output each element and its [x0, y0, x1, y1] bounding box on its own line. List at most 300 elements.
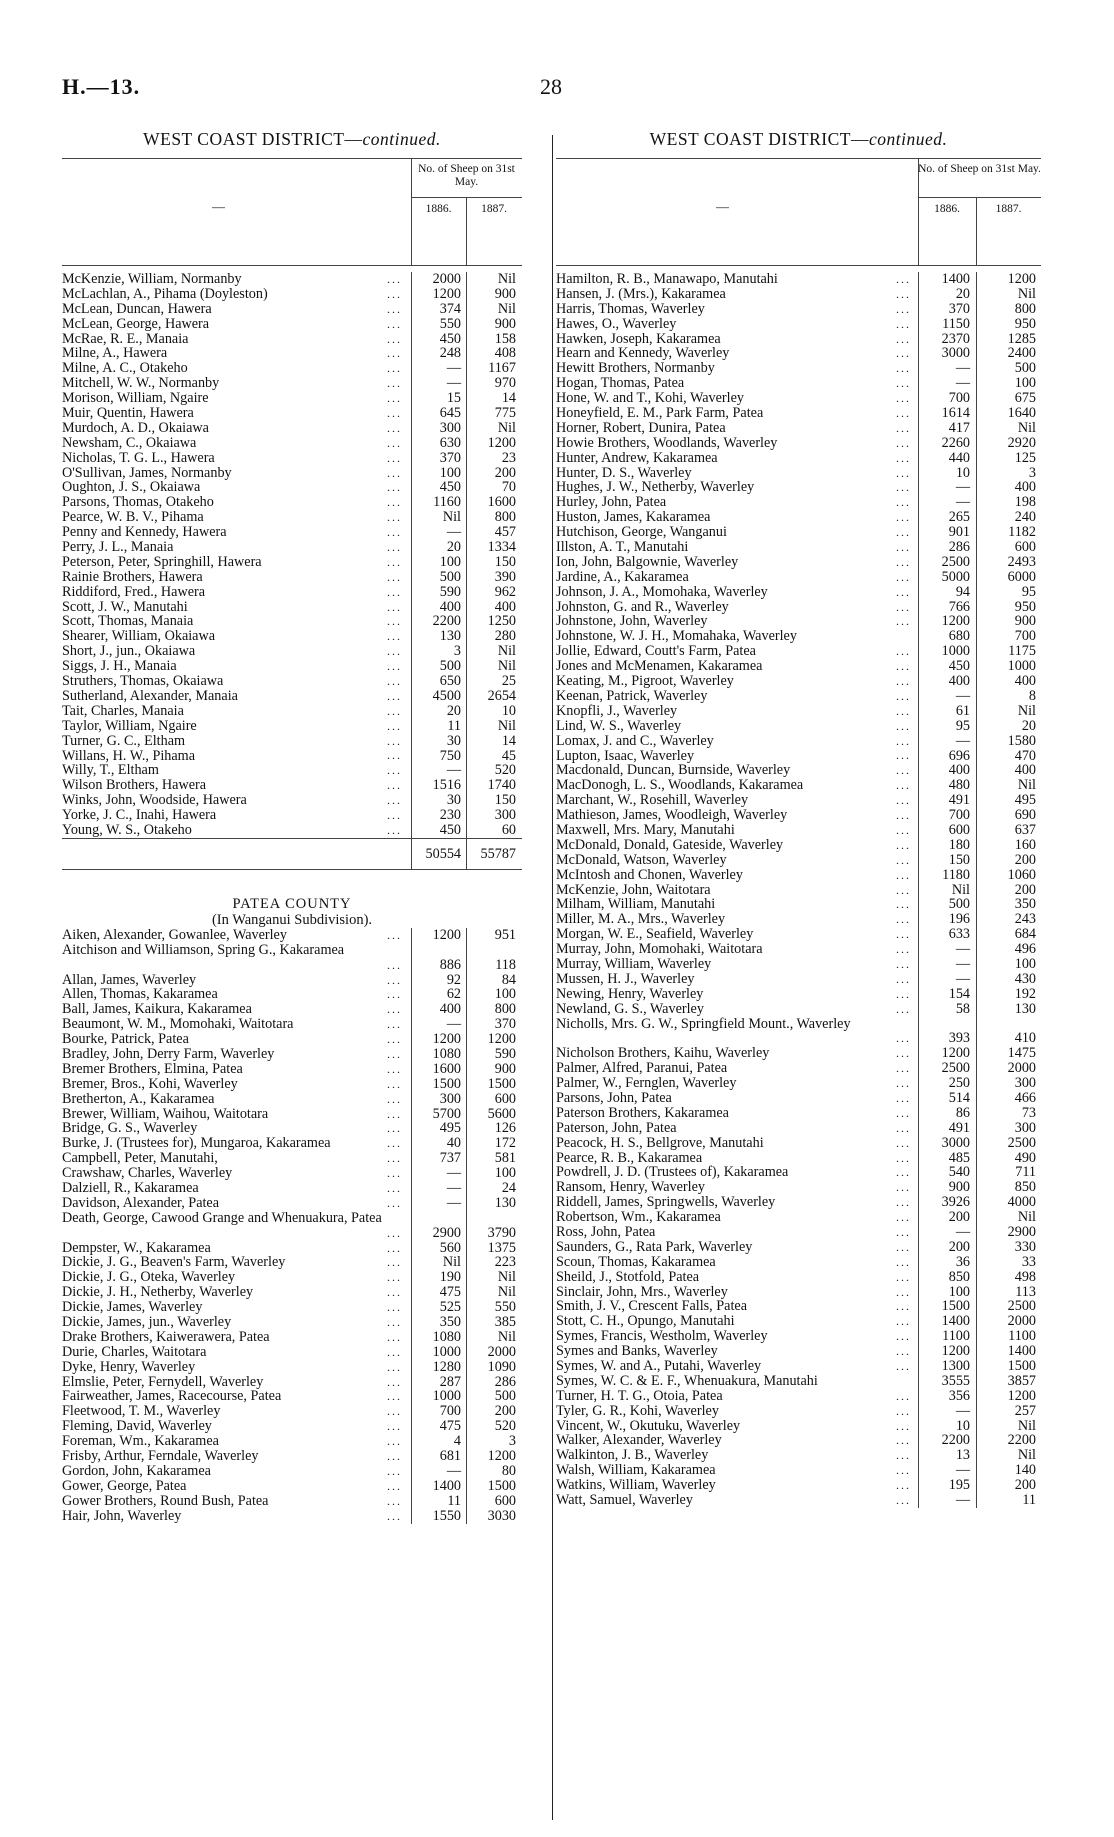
- owner-name: Morgan, W. E., Seafield, Waverley: [556, 927, 754, 943]
- sheep-1887-cell: Nil: [1017, 1417, 1036, 1434]
- leader-dots: ...: [387, 1434, 402, 1449]
- leader-dots: ...: [387, 540, 402, 555]
- owner-name: Allen, Thomas, Kakaramea: [62, 987, 218, 1003]
- sheep-1886-cell: Nil: [442, 1254, 461, 1271]
- owner-name: Jollie, Edward, Coutt's Farm, Patea: [556, 644, 756, 660]
- sheep-1886-cell: 491: [948, 792, 970, 809]
- sheep-1887-cell: 951: [494, 926, 516, 943]
- leader-dots: ...: [896, 346, 911, 361]
- table-row: [556, 1210, 1041, 1225]
- sheep-1886-cell: 248: [439, 345, 461, 362]
- year-1887-header: 1887.: [481, 203, 507, 215]
- table-row: [62, 689, 522, 704]
- owner-name: Aitchison and Williamson, Spring G., Kakaramea: [62, 942, 345, 958]
- sheep-1886-cell: 450: [439, 479, 461, 496]
- sheep-1886-cell: 11: [447, 717, 461, 734]
- sheep-1886-cell: 440: [948, 449, 970, 466]
- sheep-1886-cell: 1180: [942, 866, 970, 883]
- sheep-1887-cell: 2493: [1007, 553, 1036, 570]
- table-row: [62, 1151, 522, 1166]
- owner-name: Hair, John, Waverley: [62, 1508, 182, 1524]
- owner-name: Sheild, J., Stotfold, Patea: [556, 1269, 700, 1285]
- leader-dots: ...: [387, 495, 402, 510]
- column-rule: [466, 272, 467, 838]
- sheep-1886-cell: 2500: [941, 553, 970, 570]
- sheep-1886-cell: 514: [948, 1090, 970, 1106]
- sheep-1887-cell: 100: [1014, 375, 1036, 392]
- sheep-1886-cell: 400: [948, 762, 970, 779]
- leader-dots: ...: [896, 286, 911, 301]
- sheep-1886-cell: 901: [948, 524, 970, 541]
- owner-name: Winks, John, Woodside, Hawera: [62, 793, 247, 809]
- owner-name: Dickie, James, Waverley: [62, 1300, 203, 1316]
- sheep-1886-cell: —: [955, 955, 970, 972]
- table-row: [556, 689, 1041, 704]
- sheep-1886-cell: 230: [439, 807, 461, 824]
- owner-name: Scott, Thomas, Manaia: [62, 614, 194, 630]
- owner-name: Lind, W. S., Waverley: [556, 718, 682, 734]
- sheep-1887-cell: 192: [1014, 985, 1036, 1002]
- table-row: [556, 1448, 1041, 1463]
- leader-dots: ...: [387, 1091, 402, 1106]
- leader-dots: ...: [387, 1166, 402, 1181]
- sheep-1887-cell: 775: [494, 405, 516, 422]
- table-row: [62, 987, 522, 1002]
- sheep-1887-cell: 25: [501, 673, 516, 690]
- sheep-1887-cell: 1200: [487, 1031, 516, 1048]
- leader-dots: ...: [387, 1359, 402, 1374]
- leader-dots: ...: [896, 1254, 911, 1269]
- sheep-1886-cell: 92: [446, 971, 461, 988]
- owner-name: Young, W. S., Otakeho: [62, 822, 192, 838]
- sheep-1887-cell: 850: [1014, 1179, 1036, 1196]
- sheep-1887-cell: Nil: [1017, 777, 1036, 794]
- sheep-count-header: No. of Sheep on 31st May.: [918, 163, 1041, 175]
- sheep-1887-cell: 5600: [487, 1105, 516, 1122]
- sheep-1886-cell: 700: [948, 807, 970, 824]
- sheep-1887-cell: 198: [1014, 494, 1036, 511]
- sheep-1886-cell: 590: [439, 583, 461, 600]
- table-row: [62, 1434, 522, 1449]
- table-header: [556, 158, 1041, 266]
- table-body: [556, 272, 1041, 1508]
- sheep-1887-cell: 900: [494, 315, 516, 332]
- sheep-1887-cell: 400: [1014, 762, 1036, 779]
- sheep-1886-cell: 36: [955, 1253, 970, 1270]
- leader-dots: ...: [896, 406, 911, 420]
- table-row: [556, 734, 1041, 749]
- leader-dots: ...: [387, 376, 402, 391]
- leader-dots: ...: [896, 614, 911, 629]
- table-row: [556, 1180, 1041, 1195]
- owner-name: Knopfli, J., Waverley: [556, 703, 678, 719]
- owner-name: Harris, Thomas, Waverley: [556, 301, 705, 317]
- sheep-1887-cell: 1182: [1008, 524, 1036, 541]
- table-row: [556, 972, 1041, 987]
- sheep-1886-cell: 550: [439, 315, 461, 332]
- sheep-1887-cell: 711: [1015, 1164, 1036, 1181]
- table-row: [62, 1300, 522, 1315]
- leader-dots: ...: [387, 1046, 402, 1061]
- owner-name: Horner, Robert, Dunira, Patea: [556, 420, 726, 436]
- sheep-1887-cell: 45: [501, 747, 516, 764]
- table-row: [556, 1478, 1041, 1493]
- leader-dots: ...: [387, 406, 402, 420]
- owner-name: Gower, George, Patea: [62, 1478, 187, 1494]
- leader-dots: ...: [387, 1195, 402, 1210]
- owner-name: Drake Brothers, Kaiwerawera, Patea: [62, 1329, 270, 1345]
- sheep-1887-cell: Nil: [1017, 285, 1036, 302]
- owner-name: Shearer, William, Okaiawa: [62, 629, 216, 645]
- sheep-1886-cell: 196: [948, 911, 970, 928]
- table-row: [62, 763, 522, 778]
- leader-dots: ...: [896, 1388, 911, 1403]
- leader-dots: ...: [387, 1106, 402, 1121]
- table-row: [62, 510, 522, 525]
- table-row: [62, 1464, 522, 1479]
- sheep-1886-cell: 1400: [941, 271, 970, 287]
- sheep-1886-cell: —: [955, 360, 970, 377]
- sheep-1886-cell: —: [446, 375, 461, 392]
- table-row: [62, 1285, 522, 1300]
- sheep-1886-cell: 130: [439, 628, 461, 645]
- table-row: [556, 674, 1041, 689]
- leader-dots: ...: [387, 1344, 402, 1359]
- sheep-1886-cell: 370: [439, 449, 461, 466]
- table-row: [556, 1299, 1041, 1314]
- sheep-1886-cell: 200: [948, 1238, 970, 1255]
- sheep-1887-cell: 172: [494, 1135, 516, 1152]
- owner-name: Murray, William, Waverley: [556, 956, 712, 972]
- owner-name: Marchant, W., Rosehill, Waverley: [556, 793, 749, 809]
- owner-name: Davidson, Alexander, Patea: [62, 1195, 220, 1211]
- owner-name: Durie, Charles, Waitotara: [62, 1344, 207, 1360]
- county-title: PATEA COUNTY: [232, 895, 352, 912]
- table-row: [556, 1270, 1041, 1285]
- owner-name: Scott, J. W., Manutahi: [62, 599, 188, 615]
- sheep-1887-cell: 457: [494, 524, 516, 541]
- owner-name: Palmer, Alfred, Paranui, Patea: [556, 1061, 728, 1077]
- owner-name: Nicholson Brothers, Kaihu, Waverley: [556, 1046, 770, 1062]
- table-row: [556, 510, 1041, 525]
- table-row: [62, 1196, 522, 1211]
- county-heading: [62, 896, 522, 928]
- table-row: [556, 1046, 1041, 1061]
- leader-dots: ...: [896, 1105, 911, 1120]
- sheep-1886-cell: 650: [439, 673, 461, 690]
- leader-dots: ...: [387, 1419, 402, 1434]
- sheep-1887-cell: 600: [494, 1492, 516, 1509]
- leader-dots: ...: [896, 942, 911, 957]
- table-row: [62, 1389, 522, 1404]
- table-row: [62, 778, 522, 793]
- leader-dots: ...: [387, 793, 402, 808]
- owner-name: Wilson Brothers, Hawera: [62, 778, 207, 794]
- owner-name: Walsh, William, Kakaramea: [556, 1463, 716, 1479]
- sheep-1886-cell: 30: [446, 732, 461, 749]
- owner-name: Watt, Samuel, Waverley: [556, 1493, 693, 1508]
- sheep-1887-cell: 408: [494, 345, 516, 362]
- sheep-1887-cell: Nil: [497, 1328, 516, 1345]
- table-row: [556, 406, 1041, 421]
- table-row: [62, 346, 522, 361]
- table-row: [556, 897, 1041, 912]
- sheep-1886-cell: 20: [955, 285, 970, 302]
- sheep-1887-cell: 675: [1014, 390, 1036, 407]
- table-row: [556, 391, 1041, 406]
- sheep-1886-cell: 1200: [432, 1031, 461, 1048]
- sheep-1887-cell: 150: [494, 792, 516, 809]
- sheep-1886-cell: 1300: [941, 1358, 970, 1375]
- leader-dots: ...: [387, 301, 402, 316]
- owner-name: Newsham, C., Okaiawa: [62, 435, 197, 451]
- sheep-1886-cell: 850: [948, 1268, 970, 1285]
- leader-dots: ...: [387, 465, 402, 480]
- owner-name: Short, J., jun., Okaiawa: [62, 644, 196, 660]
- sheep-1887-cell: 520: [494, 1418, 516, 1435]
- total-row: [62, 838, 522, 870]
- sheep-1886-cell: 400: [439, 1001, 461, 1018]
- table-row: [62, 332, 522, 347]
- sheep-1887-cell: 1060: [1007, 866, 1036, 883]
- leader-dots: ...: [896, 1165, 911, 1180]
- leader-dots: ...: [896, 1210, 911, 1225]
- sheep-1887-cell: 430: [1014, 970, 1036, 987]
- sheep-1886-cell: 491: [948, 1119, 970, 1136]
- sheep-1886-cell: 374: [439, 300, 461, 317]
- owner-name: Paterson, John, Patea: [556, 1120, 677, 1136]
- sheep-1886-cell: 1550: [432, 1507, 461, 1524]
- owner-name: Saunders, G., Rata Park, Waverley: [556, 1239, 753, 1255]
- sheep-1886-cell: 680: [948, 628, 970, 645]
- sheep-count-header: No. of Sheep on 31st May.: [418, 163, 515, 188]
- sheep-1886-cell: 2900: [432, 1224, 461, 1241]
- owner-name: Jardine, A., Kakaramea: [556, 569, 689, 585]
- owner-name: Dickie, J. G., Beaven's Farm, Waverley: [62, 1255, 286, 1271]
- leader-dots: ...: [387, 972, 402, 987]
- owner-name: Willans, H. W., Pihama: [62, 748, 196, 764]
- leader-dots: ...: [387, 1389, 402, 1404]
- sheep-1886-cell: 393: [948, 1030, 970, 1047]
- owner-name: Symes, W. C. & E. F., Whenuakura, Manutahi: [556, 1373, 818, 1389]
- owner-name: Dickie, J. G., Oteka, Waverley: [62, 1270, 236, 1286]
- table-row: [62, 570, 522, 585]
- table-row: [62, 391, 522, 406]
- sheep-1887-cell: 8: [1028, 687, 1036, 704]
- sheep-1886-cell: 1200: [432, 285, 461, 302]
- sheep-1887-cell: 100: [494, 1165, 516, 1182]
- table-row: [62, 451, 522, 466]
- leader-dots: ...: [896, 301, 911, 316]
- table-row: [62, 629, 522, 644]
- owner-name: Dyke, Henry, Waverley: [62, 1359, 196, 1375]
- sheep-1886-cell: 356: [948, 1387, 970, 1404]
- owner-name: Ransom, Henry, Waverley: [556, 1180, 705, 1196]
- sheep-1886-cell: 287: [439, 1373, 461, 1390]
- sheep-1887-cell: 300: [1014, 1075, 1036, 1092]
- sheep-1886-cell: 737: [439, 1150, 461, 1167]
- owner-name: Bremer, Bros., Kohi, Waverley: [62, 1076, 238, 1092]
- leader-dots: ...: [896, 644, 911, 659]
- leader-dots: ...: [896, 837, 911, 852]
- table-row: [62, 600, 522, 615]
- sheep-1887-cell: 962: [494, 583, 516, 600]
- leader-dots: ...: [387, 569, 402, 584]
- table-row: [62, 928, 522, 943]
- owner-name: Nicholls, Mrs. G. W., Springfield Mount., Waverley: [556, 1016, 851, 1032]
- sheep-1886-cell: 150: [948, 851, 970, 868]
- owner-name: Lupton, Isaac, Waverley: [556, 748, 695, 764]
- owner-name: Beaumont, W. M., Momohaki, Waitotara: [62, 1017, 294, 1033]
- sheep-1886-cell: 700: [948, 390, 970, 407]
- sheep-1887-cell: 900: [494, 285, 516, 302]
- table-row: [556, 793, 1041, 808]
- table-row: [62, 1241, 522, 1256]
- sheep-1886-cell: 400: [948, 673, 970, 690]
- sheep-1887-cell: 550: [494, 1299, 516, 1316]
- sheep-1886-cell: 94: [955, 583, 970, 600]
- sheep-1886-cell: 475: [439, 1284, 461, 1301]
- leader-dots: ...: [896, 778, 911, 793]
- sheep-1887-cell: Nil: [497, 419, 516, 436]
- sheep-1887-cell: 33: [1021, 1253, 1036, 1270]
- owner-name: Struthers, Thomas, Okaiawa: [62, 674, 224, 689]
- leader-dots: ...: [896, 927, 911, 942]
- sheep-1886-cell: —: [955, 1492, 970, 1509]
- sheep-1887-cell: 200: [494, 464, 516, 481]
- sheep-1886-cell: —: [955, 494, 970, 511]
- owner-name: Rainie Brothers, Hawera: [62, 569, 203, 585]
- sheep-1886-cell: 645: [439, 405, 461, 422]
- sheep-1886-cell: 190: [439, 1269, 461, 1286]
- sheep-1886-cell: Nil: [442, 509, 461, 526]
- owner-name: Mussen, H. J., Waverley: [556, 971, 695, 987]
- leader-dots: ...: [896, 897, 911, 912]
- owner-name: Turner, G. C., Eltham: [62, 733, 186, 749]
- sheep-1886-cell: 100: [948, 1283, 970, 1300]
- sheep-1887-cell: 200: [1014, 1477, 1036, 1494]
- sheep-1887-cell: 466: [1014, 1090, 1036, 1106]
- owner-name: Hamilton, R. B., Manawapo, Manutahi: [556, 272, 778, 287]
- table-row: [556, 1285, 1041, 1300]
- owner-name: Ross, John, Patea: [556, 1225, 656, 1240]
- sheep-1887-cell: 1200: [487, 434, 516, 451]
- leader-dots: ...: [387, 1180, 402, 1195]
- table-row: [62, 1479, 522, 1494]
- leader-dots: ...: [896, 1344, 911, 1359]
- table-row: [62, 555, 522, 570]
- sheep-1887-cell: 113: [1015, 1283, 1036, 1300]
- leader-dots: ...: [896, 540, 911, 555]
- leader-dots: ...: [896, 718, 911, 733]
- sheep-1887-cell: 130: [1014, 1000, 1036, 1017]
- owner-name: Perry, J. L., Manaia: [62, 540, 174, 555]
- table-row: [556, 629, 1041, 644]
- sheep-1886-cell: 1500: [432, 1075, 461, 1092]
- owner-name: Palmer, W., Fernglen, Waverley: [556, 1076, 737, 1092]
- sheep-1886-cell: 750: [439, 747, 461, 764]
- sheep-1887-cell: 126: [494, 1120, 516, 1137]
- owner-name: Peacock, H. S., Bellgrove, Manutahi: [556, 1135, 764, 1151]
- table-row: [62, 585, 522, 600]
- leader-dots: ...: [896, 465, 911, 480]
- sheep-1886-cell: 10: [955, 464, 970, 481]
- sheep-1886-cell: 62: [446, 986, 461, 1003]
- left-column: [62, 128, 522, 1524]
- leader-dots: ...: [896, 763, 911, 778]
- leader-dots: ...: [896, 1478, 911, 1493]
- sheep-1887-cell: 158: [494, 330, 516, 347]
- owner-name: Hawken, Joseph, Kakaramea: [556, 331, 721, 347]
- owner-name: McLean, Duncan, Hawera: [62, 301, 212, 317]
- sheep-1886-cell: 265: [948, 509, 970, 526]
- table-row: [556, 1433, 1041, 1448]
- sheep-1886-cell: 1200: [941, 1343, 970, 1360]
- sheep-1887-cell: 800: [494, 1001, 516, 1018]
- owner-name: Howie Brothers, Woodlands, Waverley: [556, 435, 778, 451]
- table-row: [62, 1092, 522, 1107]
- leader-dots: ...: [896, 808, 911, 823]
- owner-name: Hogan, Thomas, Patea: [556, 376, 685, 392]
- table-row: [62, 793, 522, 808]
- leader-dots: ...: [896, 1359, 911, 1374]
- sheep-1887-cell: 1000: [1007, 658, 1036, 675]
- sheep-1887-cell: 2200: [1007, 1432, 1036, 1449]
- sheep-1886-cell: 1000: [432, 1343, 461, 1360]
- table-row: [62, 1166, 522, 1181]
- leader-dots: ...: [896, 659, 911, 674]
- leader-dots: ...: [387, 1061, 402, 1076]
- sheep-1886-cell: 417: [948, 419, 970, 436]
- owner-name: Yorke, J. C., Inahi, Hawera: [62, 808, 217, 823]
- table-row: [556, 436, 1041, 451]
- owner-name: Ion, John, Balgownie, Waverley: [556, 554, 739, 570]
- owner-name: Smith, J. V., Crescent Falls, Patea: [556, 1299, 748, 1315]
- owner-name: Riddell, James, Springwells, Waverley: [556, 1195, 776, 1211]
- table-row: [556, 376, 1041, 391]
- owner-name: Foreman, Wm., Kakaramea: [62, 1434, 219, 1450]
- owner-name: Johnson, J. A., Momohaka, Waverley: [556, 584, 768, 600]
- sheep-1887-cell: 400: [1014, 479, 1036, 496]
- sheep-1886-cell: 1200: [941, 613, 970, 630]
- owner-name: Newing, Henry, Waverley: [556, 986, 704, 1002]
- leader-dots: ...: [387, 1449, 402, 1464]
- owner-name: Maxwell, Mrs. Mary, Manutahi: [556, 822, 735, 838]
- sheep-1886-cell: 2200: [432, 613, 461, 630]
- sheep-1886-cell: 86: [955, 1104, 970, 1121]
- sheep-1887-cell: Nil: [1017, 1209, 1036, 1226]
- table-row: [556, 749, 1041, 764]
- table-row: [556, 1404, 1041, 1419]
- sheep-1887-cell: 280: [494, 628, 516, 645]
- owner-name: Newland, G. S., Waverley: [556, 1001, 704, 1017]
- sheep-1887-cell: 23: [501, 449, 516, 466]
- leader-dots: ...: [896, 1284, 911, 1299]
- table-row: [62, 1419, 522, 1434]
- table-row: [62, 1270, 522, 1285]
- leader-dots: ...: [387, 778, 402, 793]
- table-row: [556, 957, 1041, 972]
- owner-name: Penny and Kennedy, Hawera: [62, 525, 227, 541]
- sheep-1886-cell: 2000: [432, 271, 461, 287]
- leader-dots: ...: [896, 793, 911, 808]
- column-rule: [466, 928, 467, 1524]
- page-reference: H.—13.: [62, 74, 141, 99]
- owner-name: Murdoch, A. D., Okaiawa: [62, 420, 209, 436]
- leader-dots: ...: [896, 1493, 911, 1508]
- owner-name: Mathieson, James, Woodleigh, Waverley: [556, 808, 788, 823]
- sheep-1886-cell: —: [446, 360, 461, 377]
